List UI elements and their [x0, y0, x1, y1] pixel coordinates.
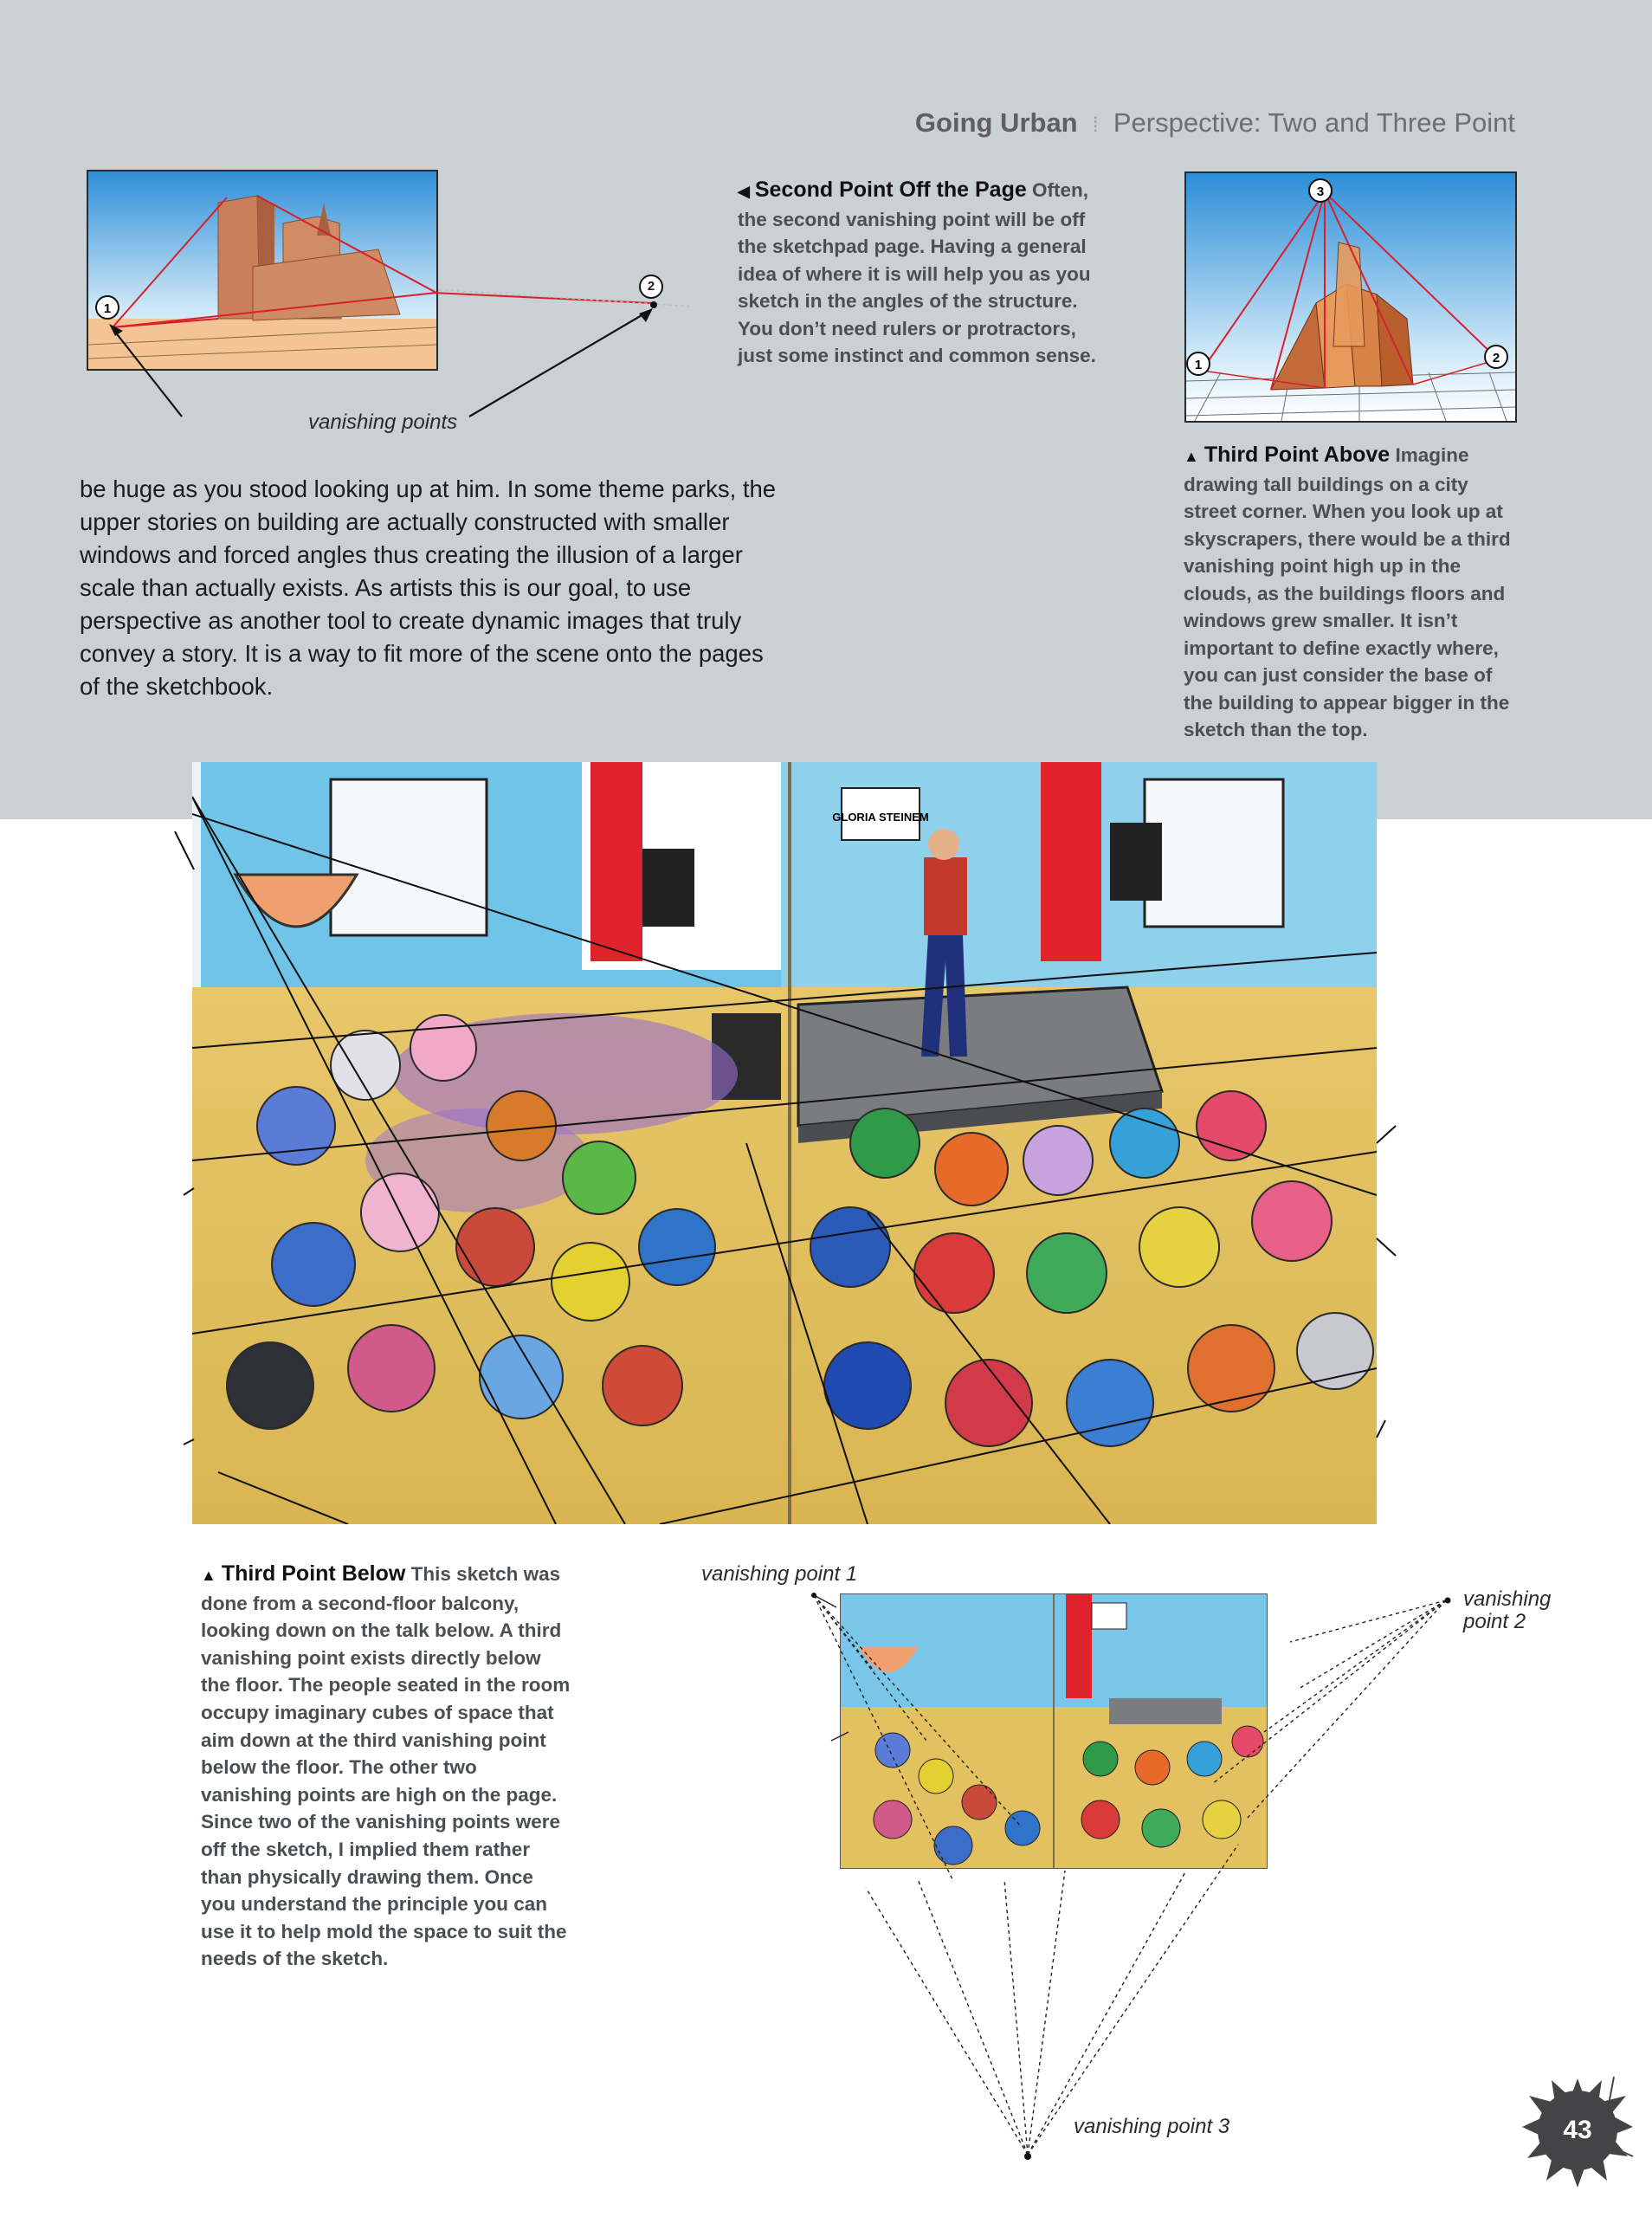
- section-title: Going Urban: [914, 107, 1078, 138]
- page-number-splat: [1517, 2070, 1638, 2191]
- body-paragraph: be huge as you stood looking up at him. In some theme parks, the upper stories on building are actually constructed with smaller windows and forced angles thus creating the illusion of a larger scale than actually exists. As artists this is our goal, to use perspective as another tool to create dynamic images that truly convey a story. It is a way to fit more of the scene onto the pages of the sketchbook.: [80, 475, 777, 700]
- sign-text: GLORIA STEINEM: [832, 811, 929, 824]
- three-point-sketch: [1184, 171, 1517, 423]
- vanishing-point-diagram: [779, 1559, 1558, 2200]
- header-divider: ⁞: [1092, 113, 1099, 137]
- caption-third-below: [201, 1561, 573, 1973]
- running-header: [915, 107, 1515, 139]
- caption-third-above: [1184, 442, 1521, 744]
- caption-second-point-text: Often, the second vanishing point will be off the sketchpad page. Having a general idea of where it is will help you as you sketch in the angles of the structure. You don’t need rulers or protractors, just some instinct and common sense.: [738, 179, 1096, 366]
- marker-1: 1: [103, 301, 112, 316]
- caption-third-above-title: Third Point Above: [1204, 443, 1391, 467]
- left-triangle-icon: ◀: [738, 183, 750, 200]
- caption-second-point: [738, 177, 1110, 370]
- caption-third-above-text: Imagine drawing tall buildings on a city street corner. When you look up at skyscrapers, there would be a third vanishing point high up in the clouds, as the buildings floors and windows grew smaller. It isn’t important to define exactly where, you can just consider the base of the building to appear bigger in the sketch than the top.: [1184, 444, 1511, 740]
- extended-perspective-lines: [173, 831, 1403, 1542]
- up-triangle-icon-2: ▲: [201, 1567, 216, 1584]
- marker-1b: 1: [1194, 358, 1203, 372]
- marker-2b: 2: [1492, 351, 1500, 365]
- chapter-title: Perspective: Two and Three Point: [1113, 107, 1515, 138]
- marker-3: 3: [1316, 184, 1325, 199]
- page-number: 43: [1563, 2116, 1592, 2144]
- vanishing-point-arrows: [87, 170, 693, 447]
- vanishing-point-1-label: vanishing point 1: [701, 1562, 858, 1586]
- caption-third-below-title: Third Point Below: [221, 1561, 406, 1586]
- vanishing-point-2-label: vanishing point 2: [1463, 1587, 1552, 1633]
- caption-second-point-title: Second Point Off the Page: [754, 178, 1027, 202]
- vanishing-point-3-label: vanishing point 3: [1074, 2115, 1230, 2138]
- marker-2-label: 2: [647, 279, 655, 294]
- up-triangle-icon: ▲: [1184, 448, 1199, 465]
- caption-third-below-text: This sketch was done from a second-floor balcony, looking down on the talk below. A third vanishing point exists directly below the floor. The people seated in the room occupy imaginary cubes of space that aim down at the third vanishing point below the floor. The other two vanishing points are high on the page. Since two of the vanishing points were off the sketch, I implied them rather than physically drawing them. Once you understand the principle you can use it to help mold the space to suit the needs of the sketch.: [201, 1563, 571, 1970]
- vanishing-points-label: vanishing points: [308, 410, 458, 434]
